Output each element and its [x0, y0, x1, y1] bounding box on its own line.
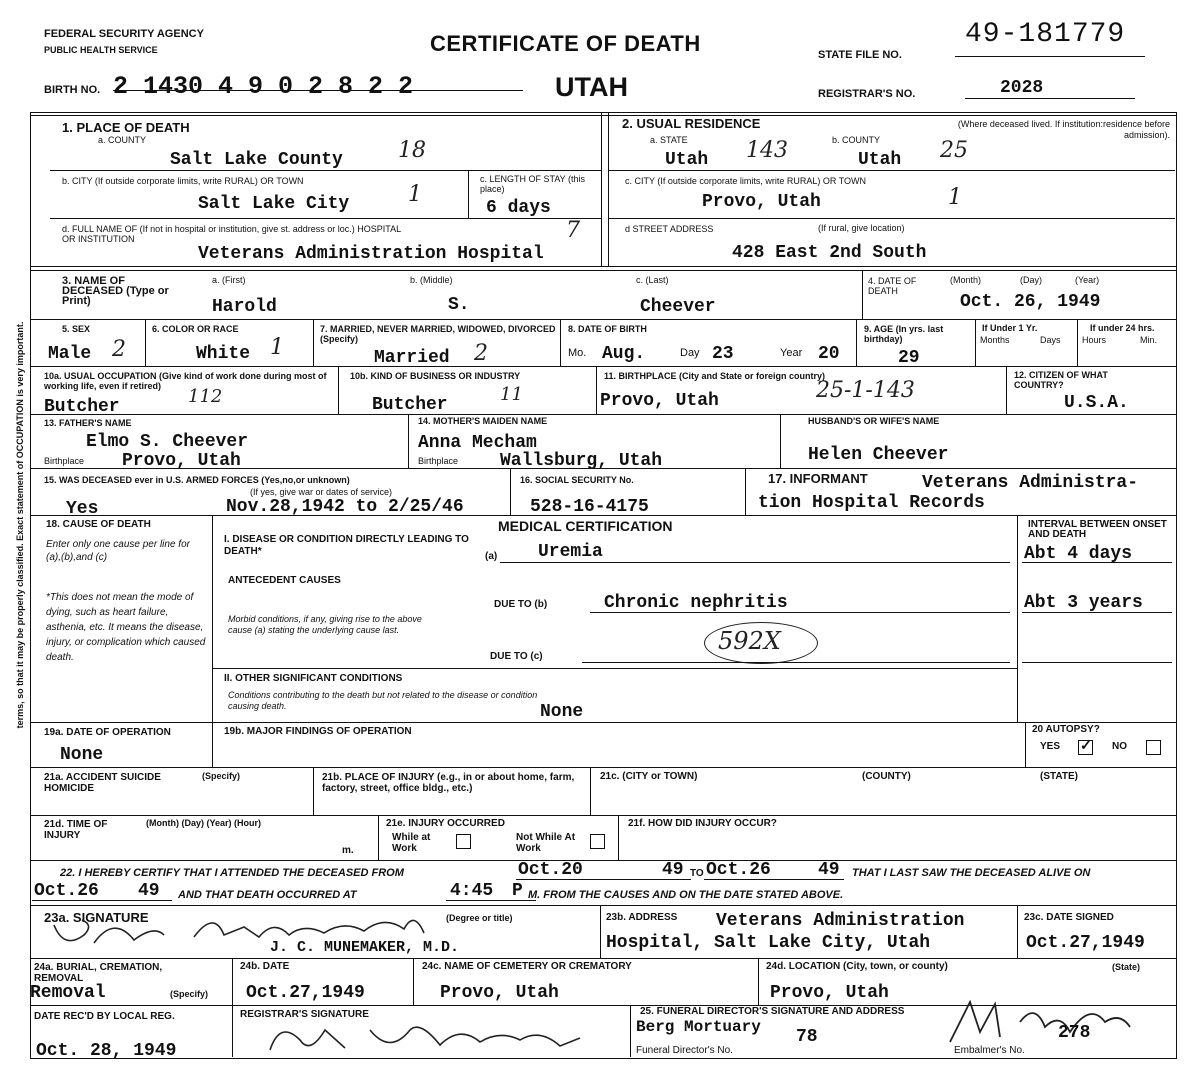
mortuary: Berg Mortuary — [636, 1018, 761, 1036]
color-label: 6. COLOR OR RACE — [152, 324, 239, 334]
part2-value: None — [540, 702, 584, 722]
accident-label: 21a. ACCIDENT SUICIDE HOMICIDE — [44, 772, 161, 794]
autopsy-yes-label: YES — [1040, 741, 1061, 752]
business-code: 11 — [500, 384, 523, 405]
res-street: 428 East 2nd South — [732, 243, 927, 263]
date-received: Oct. 28, 1949 — [36, 1041, 177, 1061]
burial-specify: (Specify) — [170, 989, 209, 999]
address-label: 23b. ADDRESS — [606, 912, 678, 923]
married-label: 7. MARRIED, NEVER MARRIED, WIDOWED, DIVORCED (Specify) — [320, 324, 556, 344]
residence-label: 2. USUAL RESIDENCE — [622, 116, 761, 131]
cert-text2: THAT I LAST SAW THE DECEASED ALIVE ON — [852, 867, 1091, 879]
armed-forces-label: 15. WAS DECEASED ever in U.S. ARMED FORCES (Yes,no,or unknown) — [44, 475, 350, 485]
autopsy-no-label: NO — [1112, 741, 1127, 752]
address-line1: Veterans Administration — [716, 911, 965, 931]
interval-b: Abt 3 years — [1024, 593, 1143, 613]
day-label: (Day) — [1020, 275, 1042, 285]
dob-year-label: Year — [780, 347, 803, 359]
mother-name: Anna Mecham — [418, 433, 537, 453]
autopsy-yes-check-mark: ✓ — [1080, 737, 1092, 753]
cert-alive-year: 49 — [138, 881, 160, 901]
cause-a: Uremia — [538, 542, 603, 562]
pod-hospital: Veterans Administration Hospital — [198, 244, 544, 264]
year-label: (Year) — [1075, 275, 1100, 285]
medical-title: MEDICAL CERTIFICATION — [498, 518, 673, 534]
birthplace-label: 11. BIRTHPLACE (City and State or foreign country) — [604, 371, 826, 381]
director-no-label: Funeral Director's No. — [636, 1045, 733, 1056]
how-injury-label: 21f. HOW DID INJURY OCCUR? — [628, 818, 777, 829]
operation-date-label: 19a. DATE OF OPERATION — [44, 727, 171, 738]
dob-day-label: Day — [680, 347, 700, 359]
certificate-title: CERTIFICATE OF DEATH — [430, 31, 701, 56]
res-county-label: b. COUNTY — [832, 135, 881, 145]
father-birthplace: Provo, Utah — [122, 451, 241, 471]
state-file-number: 49-181779 — [965, 19, 1126, 50]
dob-year: 20 — [818, 344, 840, 364]
cause-of-death-label: 18. CAUSE OF DEATH — [46, 519, 151, 530]
armed-forces-note: (If yes, give war or dates of service) — [250, 487, 393, 497]
res-county: Utah — [858, 150, 902, 170]
min-label: Min. — [1140, 335, 1158, 345]
occupation-code: 112 — [188, 386, 223, 407]
pod-city-label: b. CITY (If outside corporate limits, write RURAL) OR TOWN — [62, 176, 304, 186]
married-code: 2 — [474, 341, 488, 366]
res-county-code: 25 — [940, 138, 968, 163]
registrar-label: REGISTRAR'S NO. — [818, 88, 916, 100]
color-code: 1 — [270, 335, 284, 360]
autopsy-no-checkbox[interactable] — [1146, 740, 1161, 755]
citizen-label: 12. CITIZEN OF WHAT COUNTRY? — [1014, 370, 1108, 390]
father-label: 13. FATHER'S NAME — [44, 418, 132, 428]
cert-text3: AND THAT DEATH OCCURRED AT — [178, 889, 357, 901]
res-street-label: d STREET ADDRESS — [625, 224, 714, 234]
date-signed-label: 23c. DATE SIGNED — [1024, 912, 1114, 923]
spouse-label: HUSBAND'S OR WIFE'S NAME — [808, 416, 940, 426]
injury-county-label: (COUNTY) — [862, 771, 911, 782]
signature-label: 23a. SIGNATURE — [44, 910, 149, 925]
injury-time-cols: (Month) (Day) (Year) (Hour) — [146, 818, 261, 828]
mother-birthplace-label: Birthplace — [418, 456, 459, 466]
pod-stay: 6 days — [486, 198, 551, 218]
pod-city: Salt Lake City — [198, 194, 350, 214]
cause-note: *This does not mean the mode of dying, such as heart failure, asthenia, etc. It means the disease, injury, or complication which caused death. — [46, 592, 206, 663]
registrar-number: 2028 — [1000, 78, 1044, 98]
injury-occurred-label: 21e. INJURY OCCURRED — [386, 818, 505, 829]
father-name: Elmo S. Cheever — [86, 432, 249, 452]
state-file-label: STATE FILE NO. — [818, 49, 902, 61]
part2-label: II. OTHER SIGNIFICANT CONDITIONS — [224, 673, 403, 684]
citizen: U.S.A. — [1064, 393, 1129, 413]
burial-location-label: 24d. LOCATION (City, town, or county) — [766, 961, 948, 972]
last-name: Cheever — [640, 297, 716, 317]
director-number: 78 — [796, 1027, 818, 1047]
address-line2: Hospital, Salt Lake City, Utah — [606, 933, 931, 953]
autopsy-label: 20 AUTOPSY? — [1032, 724, 1100, 735]
cert-to-year: 49 — [818, 860, 840, 880]
res-state: Utah — [665, 150, 709, 170]
months-label: Months — [980, 335, 1010, 345]
signer-name: J. C. MUNEMAKER, M.D. — [270, 939, 460, 956]
hours-label: Hours — [1082, 335, 1107, 345]
father-birthplace-label: Birthplace — [44, 456, 85, 466]
birthplace: Provo, Utah — [600, 391, 719, 411]
name-label: 3. NAME OF DECEASED (Type or Print) — [62, 275, 169, 307]
informant-line2: tion Hospital Records — [758, 493, 985, 513]
under-24-label: If under 24 hrs. — [1090, 323, 1155, 333]
date-of-death: Oct. 26, 1949 — [960, 292, 1101, 312]
place-of-death-label: 1. PLACE OF DEATH — [62, 120, 190, 135]
margin-note: terms, so that it may be properly classified. Exact statement of OCCUPATION is very important. — [15, 321, 25, 729]
middle-name: S. — [448, 295, 470, 315]
dob-month: Aug. — [602, 344, 646, 364]
mother-birthplace: Wallsburg, Utah — [500, 451, 663, 471]
not-while-at-work-checkbox[interactable] — [590, 834, 605, 849]
autopsy-yes-checkbox[interactable] — [1078, 737, 1093, 755]
cert-alive-date: Oct.26 — [34, 881, 99, 901]
cert-time: 4:45 — [450, 881, 494, 901]
state-name: UTAH — [555, 72, 628, 102]
burial-state-label: (State) — [1112, 962, 1141, 972]
informant-label: 17. INFORMANT — [768, 471, 868, 486]
sex-label: 5. SEX — [62, 324, 91, 334]
under-1-label: If Under 1 Yr. — [982, 323, 1038, 333]
dob-mo-label: Mo. — [568, 347, 587, 359]
pod-county: Salt Lake County — [170, 150, 343, 170]
funeral-director-signature — [940, 992, 1140, 1052]
injury-place-label: 21b. PLACE OF INJURY (e.g., in or about home, farm, factory, street, office bldg., etc.) — [322, 772, 575, 794]
res-state-code: 143 — [746, 138, 788, 163]
injury-time-label: 21d. TIME OF INJURY — [44, 819, 108, 841]
pod-hospital-label: d. FULL NAME OF (If not in hospital or institution, give st. address or loc.) HOSPITAL OR INSTITUTION — [62, 224, 401, 244]
business: Butcher — [372, 395, 448, 415]
cert-from-year: 49 — [662, 860, 684, 880]
res-city-code: 1 — [948, 185, 962, 210]
sex: Male — [48, 344, 92, 364]
spouse-name: Helen Cheever — [808, 445, 949, 465]
morbid-label: Morbid conditions, if any, giving rise to the above cause (a) stating the underlying cause last. — [228, 614, 422, 635]
due-to-c-label: DUE TO (c) — [490, 651, 543, 662]
service-dates: Nov.28,1942 to 2/25/46 — [226, 497, 464, 517]
while-at-work-checkbox[interactable] — [456, 834, 471, 849]
dob-label: 8. DATE OF BIRTH — [568, 324, 647, 334]
not-while-at-work-label: Not While At Work — [516, 832, 576, 854]
antecedent-label: ANTECEDENT CAUSES — [228, 575, 341, 586]
injury-m-label: m. — [342, 845, 354, 856]
ssn-label: 16. SOCIAL SECURITY No. — [520, 475, 634, 485]
findings-label: 19b. MAJOR FINDINGS OF OPERATION — [224, 726, 412, 737]
cause-code-mark: 592X — [718, 627, 781, 655]
cause-b: Chronic nephritis — [604, 593, 788, 613]
pod-county-code: 18 — [398, 138, 426, 163]
injury-city-label: 21c. (CITY or TOWN) — [600, 771, 698, 782]
pod-hospital-code: 7 — [566, 218, 580, 243]
mother-label: 14. MOTHER'S MAIDEN NAME — [418, 416, 548, 426]
res-state-label: a. STATE — [650, 135, 688, 145]
date-signed: Oct.27,1949 — [1026, 933, 1145, 953]
burial-date: Oct.27,1949 — [246, 983, 365, 1003]
residence-note: (Where deceased lived. If institution:residence before admission). — [957, 119, 1170, 140]
registrar-signature-label: REGISTRAR'S SIGNATURE — [240, 1009, 369, 1020]
accident-specify: (Specify) — [202, 771, 241, 781]
agency-line1: FEDERAL SECURITY AGENCY — [44, 28, 204, 40]
birth-number: 2 1430 4 9 0 2 8 2 2 — [113, 72, 414, 101]
funeral-director-label: 25. FUNERAL DIRECTOR'S SIGNATURE AND ADDRESS — [640, 1006, 905, 1017]
informant-line1: Veterans Administra- — [922, 473, 1139, 493]
burial-type: Removal — [30, 983, 106, 1003]
interval-a: Abt 4 days — [1024, 544, 1133, 564]
burial-type-label: 24a. BURIAL, CREMATION, REMOVAL — [34, 962, 163, 984]
last-label: c. (Last) — [636, 275, 669, 285]
first-name: Harold — [212, 297, 277, 317]
cert-to-label: TO — [690, 868, 704, 879]
embalmer-number: 278 — [1058, 1023, 1091, 1043]
occupation: Butcher — [44, 397, 120, 417]
first-label: a. (First) — [212, 275, 246, 285]
pod-stay-label: c. LENGTH OF STAY (this place) — [480, 174, 586, 194]
res-city: Provo, Utah — [702, 192, 821, 212]
cert-from: Oct.20 — [518, 860, 583, 880]
res-city-label: c. CITY (If outside corporate limits, write RURAL) OR TOWN — [625, 176, 867, 186]
cert-text4: M. FROM THE CAUSES AND ON THE DATE STATED ABOVE. — [528, 889, 844, 901]
pod-county-label: a. COUNTY — [98, 135, 147, 145]
dob-day: 23 — [712, 344, 734, 364]
res-street-note: (If rural, give location) — [818, 223, 905, 233]
burial-date-label: 24b. DATE — [240, 961, 290, 972]
injury-state-label: (STATE) — [1040, 771, 1078, 782]
operation-date: None — [60, 745, 104, 765]
cemetery: Provo, Utah — [440, 983, 559, 1003]
pod-city-code: 1 — [408, 182, 422, 207]
business-label: 10b. KIND OF BUSINESS OR INDUSTRY — [350, 371, 521, 381]
armed-forces: Yes — [66, 499, 99, 519]
date-of-death-label: 4. DATE OF DEATH — [868, 276, 917, 296]
birth-no-label: BIRTH NO. — [44, 84, 101, 96]
agency-line2: PUBLIC HEALTH SERVICE — [44, 45, 158, 55]
date-received-label: DATE REC'D BY LOCAL REG. — [34, 1011, 175, 1022]
cert-pm: P — [512, 881, 523, 901]
sex-code: 2 — [112, 337, 126, 362]
degree-label: (Degree or title) — [446, 913, 513, 923]
married: Married — [374, 348, 450, 368]
cause-instructions: Enter only one cause per line for (a),(b),and (c) — [46, 539, 190, 563]
days-label: Days — [1040, 335, 1061, 345]
cemetery-label: 24c. NAME OF CEMETERY OR CREMATORY — [422, 961, 632, 972]
age-label: 9. AGE (In yrs. last birthday) — [864, 324, 944, 344]
cause-code-circle — [704, 622, 818, 664]
burial-location: Provo, Utah — [770, 983, 889, 1003]
month-label: (Month) — [950, 275, 982, 285]
ssn: 528-16-4175 — [530, 497, 649, 517]
cert-text1: 22. I HEREBY CERTIFY THAT I ATTENDED THE DECEASED FROM — [60, 867, 404, 879]
part1-label: I. DISEASE OR CONDITION DIRECTLY LEADING TO DEATH* — [224, 534, 469, 557]
color: White — [196, 344, 251, 364]
while-at-work-label: While at Work — [392, 832, 431, 854]
middle-label: b. (Middle) — [410, 275, 453, 285]
registrar-signature — [250, 1010, 610, 1060]
age: 29 — [898, 348, 920, 368]
occupation-label: 10a. USUAL OCCUPATION (Give kind of work done during most of working life, even if retired) — [44, 371, 327, 391]
cert-to: Oct.26 — [706, 860, 771, 880]
part2-description: Conditions contributing to the death but not related to the disease or condition causing death. — [228, 690, 538, 711]
cause-a-marker: (a) — [485, 551, 498, 562]
interval-label: INTERVAL BETWEEN ONSET AND DEATH — [1028, 519, 1167, 540]
due-to-b-label: DUE TO (b) — [494, 599, 548, 610]
embalmer-no-label: Embalmer's No. — [954, 1045, 1025, 1056]
birthplace-code: 25-1-143 — [816, 378, 915, 403]
